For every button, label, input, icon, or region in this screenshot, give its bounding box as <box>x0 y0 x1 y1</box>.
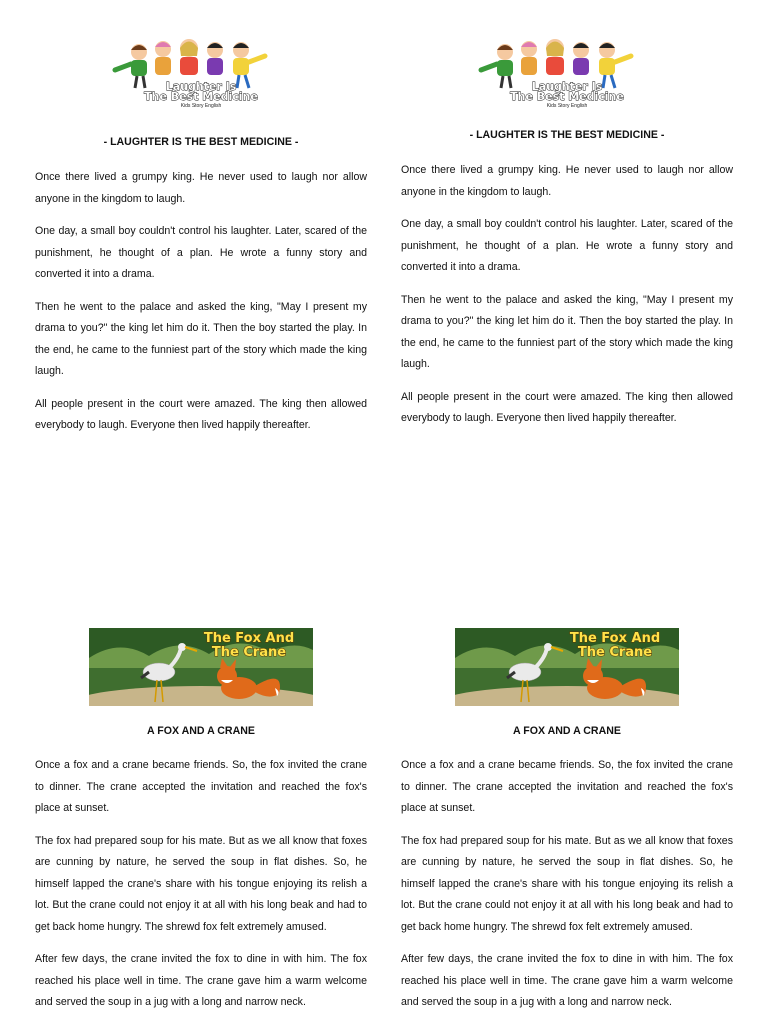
kids-group-illustration <box>475 36 659 110</box>
paragraph: All people present in the court were amazed. The king then allowed everybody to laugh. Everyone then lived happily thereafter. <box>401 390 733 424</box>
kids-group-illustration <box>109 36 293 110</box>
logo-subtitle: Kids Story English <box>180 103 222 109</box>
story-body <box>35 167 367 448</box>
paragraph: Then he went to the palace and asked the king, "May I present my drama to you?" the king let him do it. Then the boy started the play. In the end, he came to the funniest part of the story which made the king laugh. <box>401 293 733 370</box>
fox-crane-banner <box>89 628 313 711</box>
fox-crane-illustration <box>89 628 313 706</box>
banner-line-1: The Fox And <box>569 631 661 646</box>
left-column <box>35 0 367 1024</box>
paragraph: All people present in the court were amazed. The king then allowed everybody to laugh. Everyone then lived happily thereafter. <box>35 397 367 431</box>
fox-crane-banner <box>455 628 679 711</box>
paragraph: Once a fox and a crane became friends. So, the fox invited the crane to dinner. The crane accepted the invitation and reached the fox's place at sunset. <box>35 759 367 814</box>
right-column <box>401 0 733 1024</box>
paragraph: Then he went to the palace and asked the king, "May I present my drama to you?" the king let him do it. Then the boy started the play. In the end, he came to the funniest part of the story which made the king laugh. <box>35 300 367 377</box>
paragraph: After few days, the crane invited the fox to dine in with him. The fox reached his place well in time. The crane gave him a warm welcome and served the soup in a jug with a long and narrow neck. <box>401 953 733 1008</box>
paragraph: Once there lived a grumpy king. He never used to laugh nor allow anyone in the kingdom to laugh. <box>35 171 367 205</box>
story-title: A FOX AND A CRANE <box>147 725 255 737</box>
story-body <box>401 160 733 441</box>
logo-line-1: Laughter Is <box>531 80 603 93</box>
logo-line-2: The Best Medicine <box>144 90 258 103</box>
logo-line-1: Laughter Is <box>165 80 237 93</box>
story-title: - LAUGHTER IS THE BEST MEDICINE - <box>469 129 665 141</box>
banner-line-1: The Fox And <box>203 631 295 646</box>
banner-line-2: The Crane <box>577 645 653 660</box>
paragraph: Once a fox and a crane became friends. So, the fox invited the crane to dinner. The crane accepted the invitation and reached the fox's place at sunset. <box>401 759 733 814</box>
fox-crane-illustration <box>455 628 679 706</box>
paragraph: One day, a small boy couldn't control his laughter. Later, scared of the punishment, he thought of a plan. He wrote a funny story and converted it into a drama. <box>35 225 367 280</box>
logo-subtitle: Kids Story English <box>546 103 588 109</box>
story-title: - LAUGHTER IS THE BEST MEDICINE - <box>103 136 299 148</box>
paragraph: The fox had prepared soup for his mate. But as we all know that foxes are cunning by nature, he served the soup in flat dishes. So, he himself lapped the crane's share with his tongue enjoying its relish a lot. But the crane could not enjoy it at all with his long beak and had to get back home hungry. The shrewd fox felt extremely amused. <box>401 834 733 933</box>
story-body <box>401 755 733 1025</box>
banner-line-2: The Crane <box>211 645 287 660</box>
logo-line-2: The Best Medicine <box>510 90 624 103</box>
story-body <box>35 755 367 1025</box>
paragraph: Once there lived a grumpy king. He never used to laugh nor allow anyone in the kingdom to laugh. <box>401 164 733 198</box>
paragraph: One day, a small boy couldn't control his laughter. Later, scared of the punishment, he thought of a plan. He wrote a funny story and converted it into a drama. <box>401 218 733 273</box>
story-title: A FOX AND A CRANE <box>513 725 621 737</box>
laughter-logo <box>475 36 659 115</box>
paragraph: After few days, the crane invited the fox to dine in with him. The fox reached his place well in time. The crane gave him a warm welcome and served the soup in a jug with a long and narrow neck. <box>35 953 367 1008</box>
paragraph: The fox had prepared soup for his mate. But as we all know that foxes are cunning by nature, he served the soup in flat dishes. So, he himself lapped the crane's share with his tongue enjoying its relish a lot. But the crane could not enjoy it at all with his long beak and had to get back home hungry. The shrewd fox felt extremely amused. <box>35 834 367 933</box>
laughter-logo <box>109 36 293 115</box>
